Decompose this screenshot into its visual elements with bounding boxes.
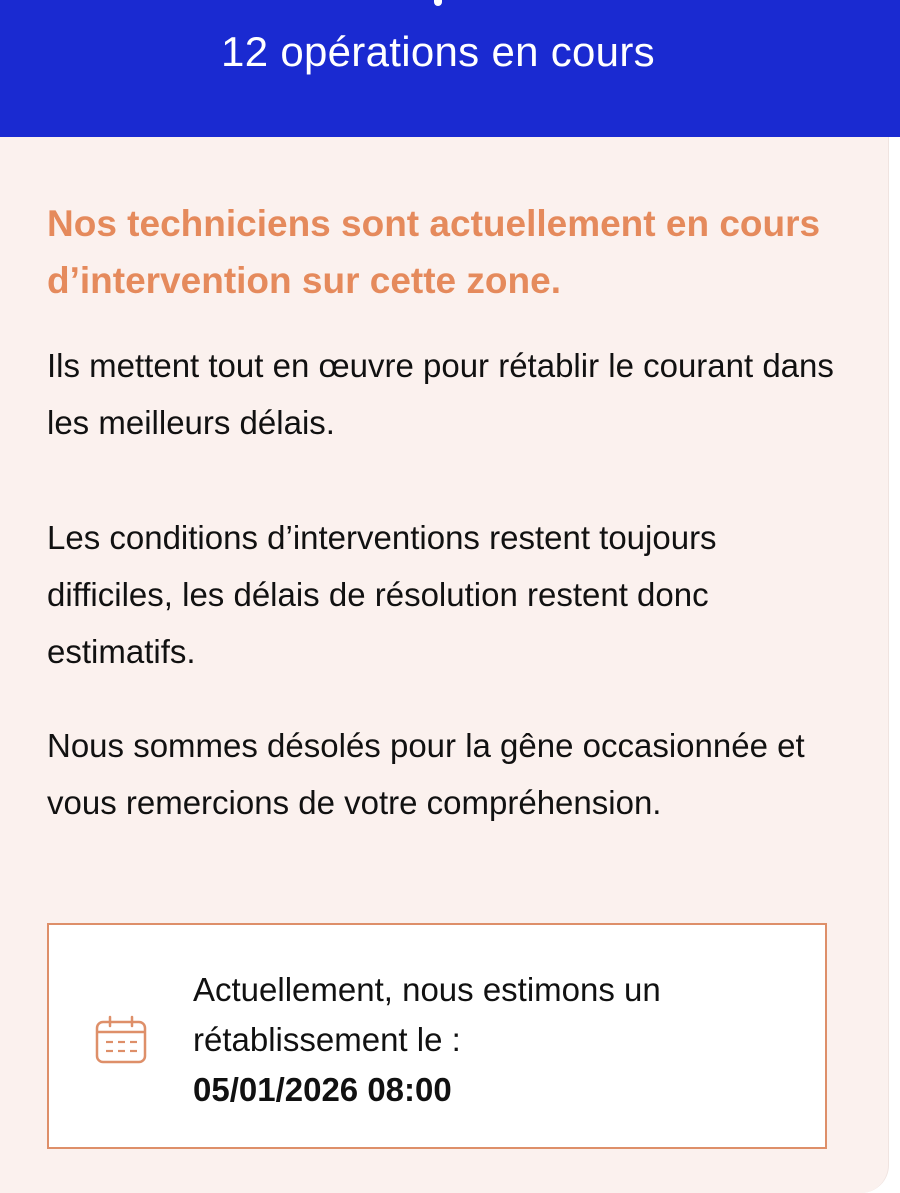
notice-headline: Nos techniciens sont actuellement en cours d’intervention sur cette zone. xyxy=(47,203,821,301)
estimate-text-block xyxy=(193,965,793,1115)
restoration-estimate-box xyxy=(47,923,827,1149)
header-banner xyxy=(0,0,900,137)
estimate-intro: Actuellement, nous estimons un rétablissement le : xyxy=(193,971,661,1058)
estimate-datetime: 05/01/2026 08:00 xyxy=(193,1071,452,1108)
operations-count-title: 12 opérations en cours xyxy=(221,28,655,75)
notice-paragraph-2: Les conditions d’interventions restent toujours difficiles, les délais de résolution restent donc estimatifs. xyxy=(47,519,717,670)
calendar-icon xyxy=(95,1015,147,1065)
outage-info-card xyxy=(0,137,889,1193)
notice-paragraph-3: Nous sommes désolés pour la gêne occasionnée et vous remercions de votre compréhension. xyxy=(47,727,805,821)
notice-paragraph-1: Ils mettent tout en œuvre pour rétablir le courant dans les meilleurs délais. xyxy=(47,347,834,441)
header-notch xyxy=(434,0,442,6)
